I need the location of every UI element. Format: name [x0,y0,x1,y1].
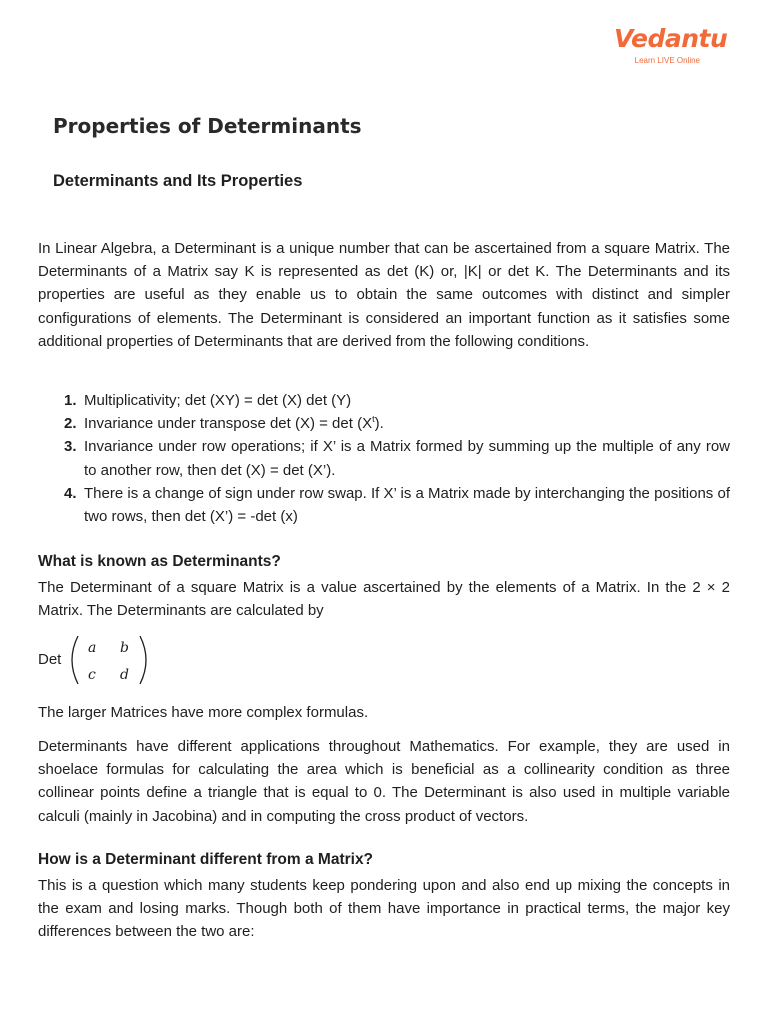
list-number: 1. [64,392,77,409]
logo-wordmark: Vedantu [614,24,728,53]
determinant-formula [38,634,238,686]
page-subtitle: Determinants and Its Properties [53,172,303,190]
list-number: 2. [64,415,77,433]
applications-paragraph: Determinants have different applications throughout Mathematics. For example, they are used in shoelace formulas for calculating the area which is beneficial as a collinearity condition as three collinear points define a triangle that is equal to 0. The Determinant is also used in multiple variable calculi (mainly in Jacobina) and in computing the cross product of vectors. [38,738,730,825]
matrix-entry-a: a [88,640,97,656]
matrix-entry-b: b [120,640,129,656]
matrix-2x2 [64,634,154,686]
list-item [38,435,730,481]
transpose-superscript: t [372,414,375,425]
logo-tagline: Learn LIVE Online [634,56,700,65]
section-heading-difference: How is a Determinant different from a Matrix? [38,851,374,868]
intro-paragraph: In Linear Algebra, a Determinant is a unique number that can be ascertained from a square Matrix. The Determinants of a Matrix say K is represented as det (K) or, |K| or det K. The Determinants and its properties are useful as they enable us to obtain the same outcomes with distinct and simpler configurations of elements. The Determinant is considered an important function as it satisfies some additional properties of Determinants that are derived from the following conditions. [38,240,730,350]
vedantu-logo [614,24,728,65]
list-item [38,412,730,435]
larger-matrices-paragraph: The larger Matrices have more complex formulas. [38,704,369,721]
section-heading-what-is: What is known as Determinants? [38,553,281,570]
matrix-entry-c: c [88,667,96,683]
list-item [38,482,730,528]
list-text: Invariance under row operations; if X’ is a Matrix formed by summing up the multiple of any row to another row, then det (X) = det (X’). [84,438,730,479]
properties-list [38,389,730,528]
list-number: 4. [64,484,77,502]
definition-paragraph: The Determinant of a square Matrix is a value ascertained by the elements of a Matrix. In the 2 × 2 Matrix. The Determinants are calculated by [38,579,730,620]
left-paren [72,636,78,684]
difference-paragraph: This is a question which many students keep pondering upon and also end up mixing the concepts in the exam and losing marks. Though both of them have importance in practical terms, the major key differences between the two are: [38,877,730,941]
page-title: Properties of Determinants [53,114,362,138]
list-text: Invariance under transpose det (X) = det (X [84,415,373,433]
list-number: 3. [64,438,77,456]
list-text: Multiplicativity; det (XY) = det (X) det (Y) [84,392,352,409]
list-text-end: ). [374,415,384,433]
det-label: Det [38,651,62,668]
matrix-entry-d: d [120,667,129,683]
right-paren [140,636,146,684]
list-text: There is a change of sign under row swap. If X’ is a Matrix made by interchanging the positions of two rows, then det (X’) = -det (x) [84,484,730,526]
list-item [38,389,730,412]
